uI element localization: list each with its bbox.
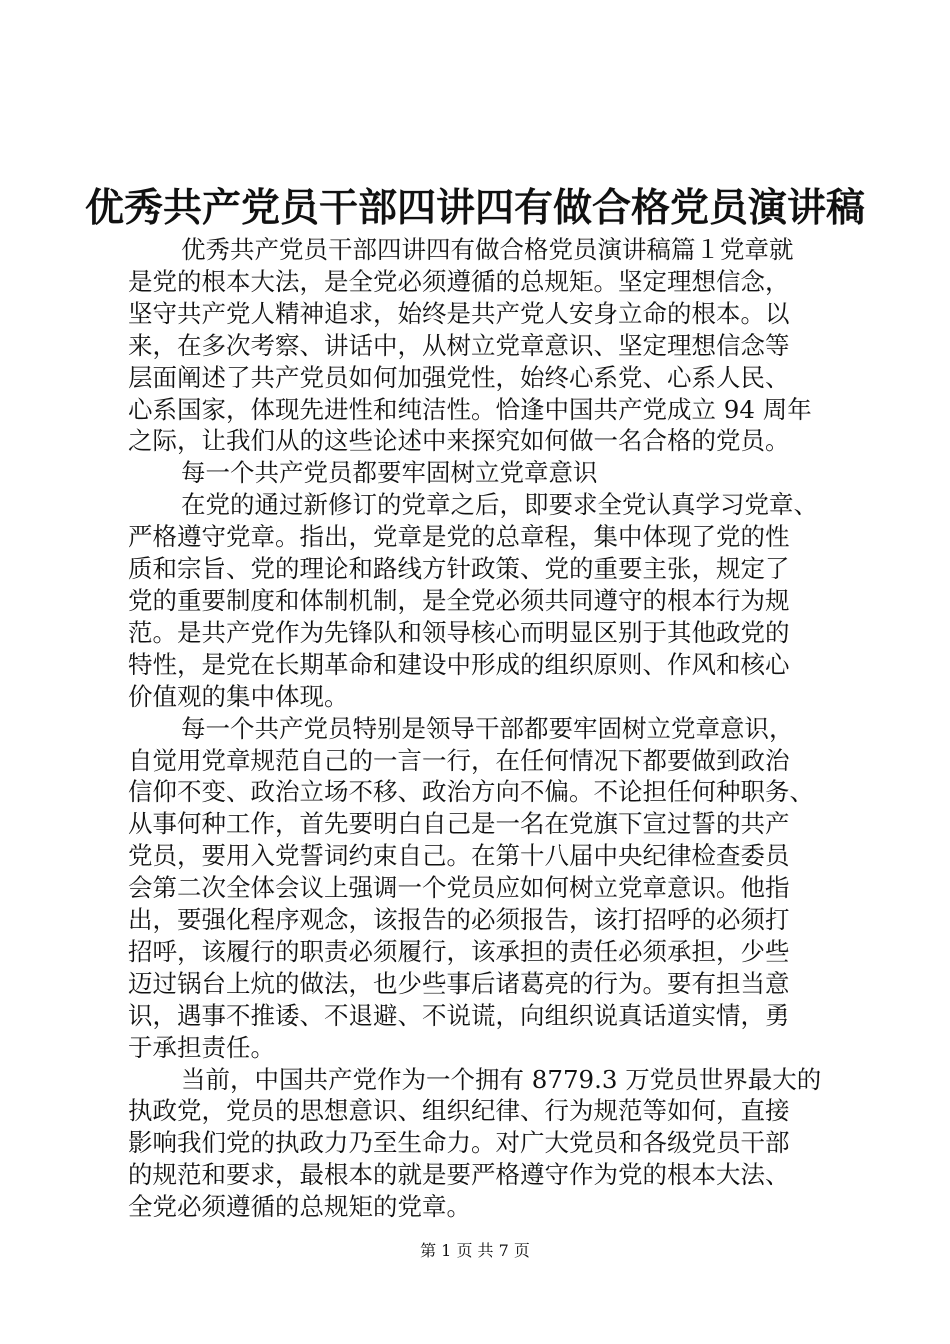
text-line: 当前，中国共产党作为一个拥有 8779.3 万党员世界最大的 xyxy=(181,1064,822,1094)
text-line: 坚守共产党人精神追求，始终是共产党人安身立命的根本。以 xyxy=(128,298,790,328)
text-line: 执政党，党员的思想意识、组织纪律、行为规范等如何，直接 xyxy=(128,1096,790,1126)
document-title: 优秀共产党员干部四讲四有做合格党员演讲稿 xyxy=(84,186,865,231)
text-line: 党员，要用入党誓词约束自己。在第十八届中央纪律检查委员 xyxy=(128,841,790,871)
text-line: 优秀共产党员干部四讲四有做合格党员演讲稿篇１党章就 xyxy=(181,235,794,264)
text-line: 特性，是党在长期革命和建设中形成的组织原则、作风和核心 xyxy=(128,649,790,679)
text-line: 信仰不变、政治立场不移、政治方向不偏。不论担任何种职务、 xyxy=(128,777,814,807)
text-line: 每一个共产党员特别是领导干部都要牢固树立党章意识， xyxy=(181,713,794,743)
text-line: 之际，让我们从的这些论述中来探究如何做一名合格的党员。 xyxy=(128,426,790,456)
text-line: 影响我们党的执政力乃至生命力。对广大党员和各级党员干部 xyxy=(128,1128,790,1158)
text-line: 价值观的集中体现。 xyxy=(128,681,349,711)
text-line: 招呼，该履行的职责必须履行，该承担的责任必须承担，少些 xyxy=(128,936,790,966)
text-line: 心系国家，体现先进性和纯洁性。恰逢中国共产党成立 94 周年 xyxy=(128,394,812,424)
text-line: 严格遵守党章。指出，党章是党的总章程，集中体现了党的性 xyxy=(128,522,790,552)
text-line: 每一个共产党员都要牢固树立党章意识 xyxy=(181,458,598,488)
text-line: 党的重要制度和体制机制，是全党必须共同遵守的根本行为规 xyxy=(128,585,790,615)
text-line: 质和宗旨、党的理论和路线方针政策、党的重要主张，规定了 xyxy=(128,554,790,584)
text-line: 来，在多次考察、讲话中，从树立党章意识、坚定理想信念等 xyxy=(128,330,790,360)
text-line: 出，要强化程序观念，该报告的必须报告，该打招呼的必须打 xyxy=(128,905,790,935)
text-line: 是党的根本大法，是全党必须遵循的总规矩。坚定理想信念， xyxy=(128,266,790,296)
text-line: 会第二次全体会议上强调一个党员应如何树立党章意识。他指 xyxy=(128,873,790,903)
text-line: 层面阐述了共产党员如何加强党性，始终心系党、心系人民、 xyxy=(128,362,790,392)
text-line: 在党的通过新修订的党章之后，即要求全党认真学习党章、 xyxy=(181,490,818,520)
text-line: 自觉用党章规范自己的一言一行，在任何情况下都要做到政治 xyxy=(128,745,790,775)
page-footer: 第 1 页 共 7 页 xyxy=(420,1241,530,1260)
text-line: 迈过锅台上炕的做法，也少些事后诸葛亮的行为。要有担当意 xyxy=(128,968,790,998)
text-line: 从事何种工作，首先要明白自己是一名在党旗下宣过誓的共产 xyxy=(128,809,790,839)
text-line: 于承担责任。 xyxy=(128,1032,275,1062)
text-line: 的规范和要求，最根本的就是要严格遵守作为党的根本大法、 xyxy=(128,1160,790,1190)
text-line: 范。是共产党作为先锋队和领导核心而明显区别于其他政党的 xyxy=(128,617,790,647)
text-line: 全党必须遵循的总规矩的党章。 xyxy=(128,1192,471,1222)
document-body xyxy=(128,234,828,1223)
text-line: 识，遇事不推诿、不退避、不说谎，向组织说真话道实情，勇 xyxy=(128,1000,790,1030)
